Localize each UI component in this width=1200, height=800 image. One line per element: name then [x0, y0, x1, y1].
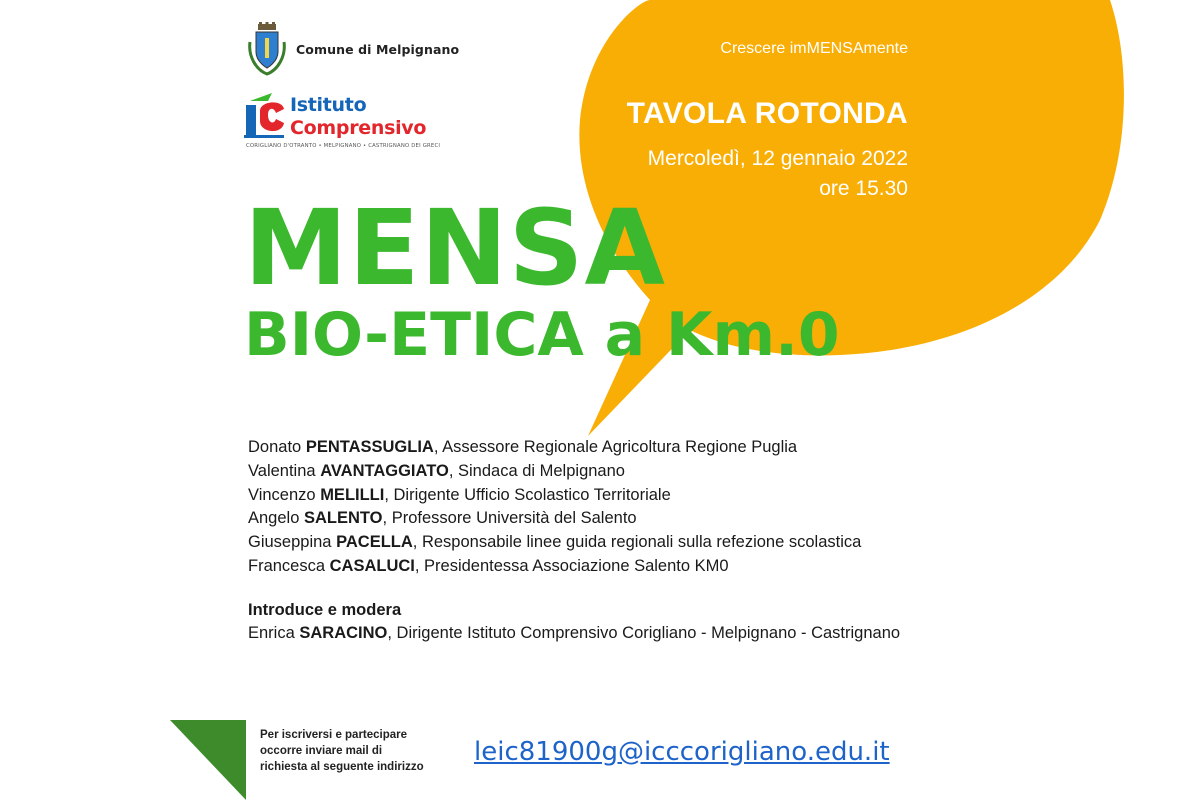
coat-of-arms-icon: [246, 22, 288, 76]
moderator-label: Introduce e modera: [248, 601, 402, 619]
speaker-list: [248, 436, 861, 579]
green-triangle-shape: [170, 720, 248, 800]
ic-logo-icon: [242, 91, 288, 141]
event-time: ore 15.30: [819, 177, 908, 200]
speaker-row: Francesca CASALUCI, Presidentessa Associazione Salento KM0: [248, 556, 729, 575]
event-date: Mercoledì, 12 gennaio 2022: [647, 147, 908, 170]
event-title: TAVOLA ROTONDA: [626, 97, 908, 130]
institute-subline: CORIGLIANO D'OTRANTO • MELPIGNANO • CASTRIGNANO DEI GRECI: [246, 143, 441, 149]
speaker-row: Donato PENTASSUGLIA, Assessore Regionale Agricoltura Regione Puglia: [248, 438, 798, 456]
contact-email-link[interactable]: leic81900g@icccorigliano.edu.it: [474, 737, 890, 767]
comune-name: Comune di Melpignano: [296, 41, 460, 57]
speaker-row: Angelo SALENTO, Professore Università del Salento: [248, 509, 637, 528]
headline-sub: BIO-ETICA a Km.0: [244, 300, 840, 370]
comune-header: [246, 22, 459, 76]
speaker-row: Giuseppina PACELLA, Responsabile linee guida regionali sulla refezione scolastica: [248, 533, 862, 552]
signup-note: Per iscriversi e partecipare occorre inviare mail di richiesta al seguente indirizzo: [260, 729, 424, 773]
institute-line2: Comprensivo: [290, 117, 427, 139]
speaker-row: Vincenzo MELILLI, Dirigente Ufficio Scolastico Territoriale: [248, 485, 671, 504]
speaker-row: Valentina AVANTAGGIATO, Sindaca di Melpignano: [248, 461, 625, 480]
headline-main: MENSA: [244, 187, 666, 309]
moderator-row: Enrica SARACINO, Dirigente Istituto Comprensivo Corigliano - Melpignano - Castrignano: [248, 624, 901, 642]
event-tagline: Crescere imMENSAmente: [720, 40, 908, 57]
institute-line1: Istituto: [290, 94, 367, 116]
